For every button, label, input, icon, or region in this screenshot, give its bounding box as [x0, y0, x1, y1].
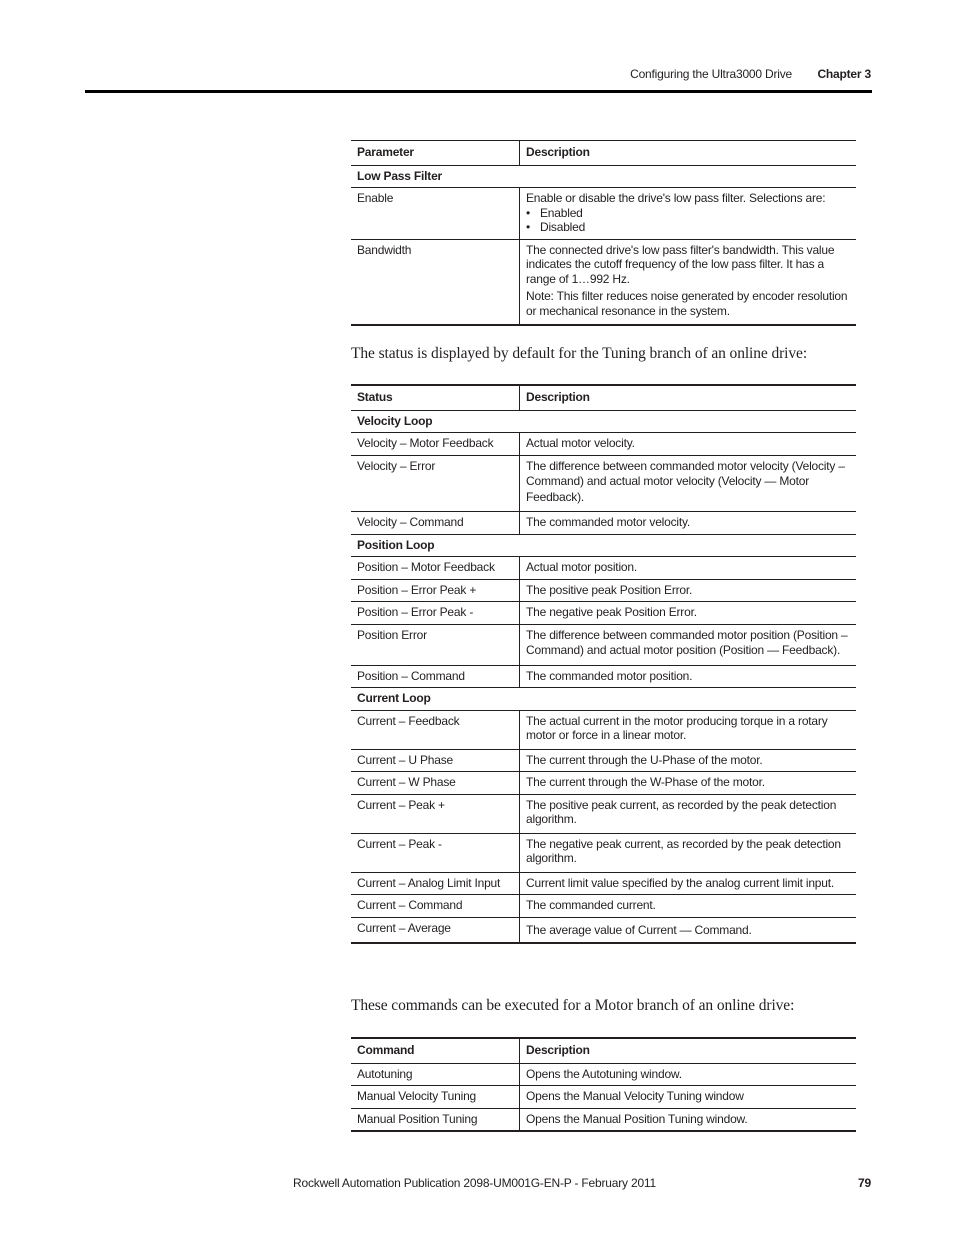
command-name: Manual Position Tuning: [351, 1108, 520, 1131]
status-name: Current – Average: [351, 917, 520, 943]
table-row: [351, 602, 856, 625]
status-name: Position – Error Peak +: [351, 579, 520, 602]
table-row: [351, 895, 856, 918]
table-row: [351, 239, 856, 325]
status-desc: The average value of Current — Command.: [520, 917, 857, 943]
table-row: [351, 557, 856, 580]
command-desc: Opens the Autotuning window.: [520, 1063, 857, 1086]
status-desc: The difference between commanded motor velocity (Velocity – Command) and actual motor velocity (Velocity — Motor Feedback).: [520, 455, 857, 512]
commands-intro-paragraph: These commands can be executed for a Motor branch of an online drive:: [351, 997, 795, 1014]
list-item: • Disabled: [526, 220, 850, 235]
status-intro-paragraph: The status is displayed by default for the Tuning branch of an online drive:: [351, 345, 808, 362]
status-desc: The current through the W-Phase of the motor.: [520, 772, 857, 795]
column-header-description: Description: [520, 141, 857, 166]
table-row: [351, 188, 856, 240]
status-name: Current – W Phase: [351, 772, 520, 795]
status-desc: The commanded motor position.: [520, 665, 857, 688]
enable-options-list: [526, 206, 850, 235]
tuning-status-table: [351, 384, 856, 944]
status-desc: The commanded motor velocity.: [520, 512, 857, 535]
table-row: [351, 872, 856, 895]
column-header-parameter: Parameter: [351, 141, 520, 166]
bandwidth-desc-text: The connected drive's low pass filter's bandwidth. This value indicates the cutoff frequency of the low pass filter. It has a range of 1…992 Hz.: [526, 242, 835, 286]
status-desc: Current limit value specified by the analog current limit input.: [520, 872, 857, 895]
group-heading-position-loop: Position Loop: [351, 534, 856, 557]
status-desc: Actual motor position.: [520, 557, 857, 580]
table-row: [351, 794, 856, 833]
table-row: [351, 665, 856, 688]
table-row: [351, 1086, 856, 1109]
param-name-enable: Enable: [351, 188, 520, 240]
status-name: Current – U Phase: [351, 749, 520, 772]
table-row: [351, 1108, 856, 1131]
enable-desc-text: Enable or disable the drive's low pass filter. Selections are:: [526, 191, 826, 205]
status-desc: The negative peak Position Error.: [520, 602, 857, 625]
status-desc: The actual current in the motor producing torque in a rotary motor or force in a linear motor.: [520, 710, 857, 749]
table-row: [351, 579, 856, 602]
low-pass-filter-table: [351, 140, 856, 326]
param-desc-bandwidth: [520, 239, 857, 325]
table-row: [351, 433, 856, 456]
status-name: Current – Analog Limit Input: [351, 872, 520, 895]
column-header-description: Description: [520, 385, 857, 410]
status-desc: The commanded current.: [520, 895, 857, 918]
status-desc: The current through the U-Phase of the motor.: [520, 749, 857, 772]
table-row: [351, 833, 856, 872]
status-desc: The positive peak current, as recorded by the peak detection algorithm.: [520, 794, 857, 833]
table-row: [351, 772, 856, 795]
table-row: [351, 917, 856, 943]
table-row: [351, 749, 856, 772]
list-item: • Enabled: [526, 206, 850, 221]
page-header: [85, 66, 872, 93]
bandwidth-note-text: Note: This filter reduces noise generated by encoder resolution or mechanical resonance in the system.: [526, 289, 848, 318]
status-name: Velocity – Command: [351, 512, 520, 535]
column-header-description: Description: [520, 1038, 857, 1063]
group-heading-low-pass-filter: Low Pass Filter: [351, 165, 856, 188]
column-header-command: Command: [351, 1038, 520, 1063]
table-row: [351, 710, 856, 749]
chapter-title: Configuring the Ultra3000 Drive: [630, 67, 792, 81]
command-desc: Opens the Manual Velocity Tuning window: [520, 1086, 857, 1109]
group-heading-velocity-loop: Velocity Loop: [351, 410, 856, 433]
chapter-label: Chapter 3: [817, 67, 871, 81]
column-header-status: Status: [351, 385, 520, 410]
status-desc: The difference between commanded motor position (Position – Command) and actual motor position (Position — Feedback).: [520, 624, 857, 665]
status-name: Current – Peak -: [351, 833, 520, 872]
status-name: Position – Command: [351, 665, 520, 688]
motor-commands-table: [351, 1037, 856, 1132]
status-name: Position – Error Peak -: [351, 602, 520, 625]
status-name: Position – Motor Feedback: [351, 557, 520, 580]
param-name-bandwidth: Bandwidth: [351, 239, 520, 325]
table-row: [351, 512, 856, 535]
status-name: Current – Command: [351, 895, 520, 918]
table-row: [351, 624, 856, 665]
status-desc: The negative peak current, as recorded by the peak detection algorithm.: [520, 833, 857, 872]
param-desc-enable: [520, 188, 857, 240]
status-name: Velocity – Motor Feedback: [351, 433, 520, 456]
status-name: Position Error: [351, 624, 520, 665]
page-number: 79: [858, 1176, 871, 1190]
publication-info: Rockwell Automation Publication 2098-UM001G-EN-P - February 2011: [293, 1176, 656, 1190]
status-desc: Actual motor velocity.: [520, 433, 857, 456]
status-name: Current – Peak +: [351, 794, 520, 833]
table-row: [351, 1063, 856, 1086]
table-row: [351, 455, 856, 512]
status-desc: The positive peak Position Error.: [520, 579, 857, 602]
command-name: Autotuning: [351, 1063, 520, 1086]
group-heading-current-loop: Current Loop: [351, 688, 856, 711]
command-desc: Opens the Manual Position Tuning window.: [520, 1108, 857, 1131]
status-name: Velocity – Error: [351, 455, 520, 512]
status-name: Current – Feedback: [351, 710, 520, 749]
command-name: Manual Velocity Tuning: [351, 1086, 520, 1109]
